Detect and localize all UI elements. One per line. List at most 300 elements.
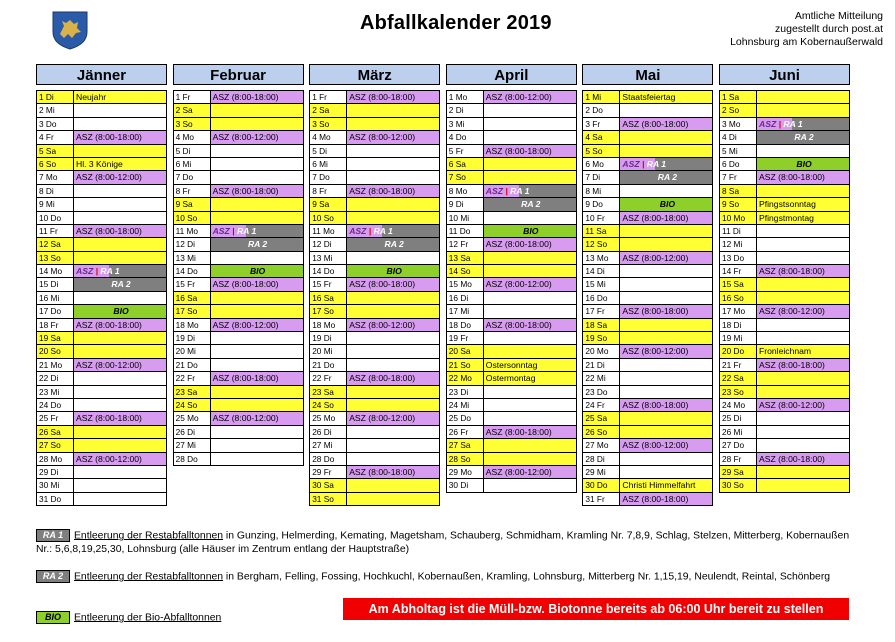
day-row xyxy=(447,278,576,291)
day-label: 6 Mi xyxy=(310,158,347,170)
day-label: 19 Di xyxy=(174,332,211,344)
day-label: 26 Sa xyxy=(37,426,74,438)
day-row xyxy=(583,412,712,425)
empty-event xyxy=(484,118,576,130)
day-row xyxy=(310,185,439,198)
day-row xyxy=(720,466,849,479)
day-row xyxy=(720,479,849,492)
day-label: 16 So xyxy=(720,292,757,304)
empty-event xyxy=(484,158,576,170)
bio-event: BIO xyxy=(484,225,576,237)
day-label: 15 Sa xyxy=(720,278,757,290)
bio-event: BIO xyxy=(757,158,849,170)
empty-event xyxy=(620,292,712,304)
asz-event: ASZ (8:00-12:00) xyxy=(211,319,303,331)
day-list xyxy=(446,90,577,493)
day-label: 31 Fr xyxy=(583,493,620,505)
asz-event: ASZ (8:00-18:00) xyxy=(211,91,303,103)
empty-event xyxy=(620,278,712,290)
empty-event xyxy=(347,198,439,210)
day-row xyxy=(447,399,576,412)
day-label: 5 Sa xyxy=(37,145,74,157)
day-row xyxy=(37,252,166,265)
day-label: 12 Fr xyxy=(447,238,484,250)
asz-part: ASZ xyxy=(759,118,777,129)
separator: | xyxy=(778,118,781,129)
day-label: 10 Do xyxy=(37,212,74,224)
day-label: 11 Sa xyxy=(583,225,620,237)
day-label: 14 Di xyxy=(583,265,620,277)
day-row xyxy=(310,439,439,452)
day-row xyxy=(720,145,849,158)
day-label: 21 Do xyxy=(310,359,347,371)
empty-event xyxy=(347,345,439,357)
day-label: 7 Do xyxy=(174,171,211,183)
empty-event xyxy=(347,212,439,224)
day-label: 4 Sa xyxy=(583,131,620,143)
empty-event xyxy=(74,198,166,210)
legend-ra1-text: in Gunzing, Helmerding, Kemating, Magetsham, Schauberg, Schmidham, Kramling Nr. 7,8,9, Schlag, Stelzen, Mitterberg, Kobernaußen Nr.: 5,6,8,19,25,30, Lohnsburg (alle Häuser im Zentrum entlang der Hauptstraße) xyxy=(36,530,850,556)
empty-event xyxy=(347,359,439,371)
empty-event xyxy=(620,372,712,384)
day-row xyxy=(310,158,439,171)
day-row xyxy=(174,412,303,425)
empty-event xyxy=(211,345,303,357)
day-row xyxy=(37,198,166,211)
day-row xyxy=(720,319,849,332)
day-label: 25 Mo xyxy=(174,412,211,424)
day-label: 2 So xyxy=(720,104,757,116)
day-label: 22 Sa xyxy=(720,372,757,384)
asz-event: ASZ (8:00-12:00) xyxy=(211,131,303,143)
asz-event: ASZ (8:00-18:00) xyxy=(347,278,439,290)
day-row xyxy=(310,278,439,291)
month-column xyxy=(446,64,577,493)
empty-event xyxy=(74,238,166,250)
empty-event xyxy=(757,225,849,237)
asz-event: ASZ (8:00-18:00) xyxy=(620,212,712,224)
day-label: 7 Di xyxy=(583,171,620,183)
day-row xyxy=(310,238,439,251)
bio-badge: BIO xyxy=(36,611,70,624)
day-label: 1 Mi xyxy=(583,91,620,103)
day-row xyxy=(174,145,303,158)
day-label: 1 Fr xyxy=(174,91,211,103)
ra1-part: RA 1 xyxy=(100,266,120,277)
day-label: 11 Fr xyxy=(37,225,74,237)
day-row xyxy=(37,359,166,372)
day-label: 30 Sa xyxy=(310,479,347,491)
holiday-label: Pfingstsonntag xyxy=(757,198,849,210)
empty-event xyxy=(757,386,849,398)
asz-event: ASZ (8:00-12:00) xyxy=(74,171,166,183)
empty-event xyxy=(757,252,849,264)
day-label: 4 Mo xyxy=(174,131,211,143)
day-row xyxy=(447,426,576,439)
day-label: 8 Di xyxy=(37,185,74,197)
day-row xyxy=(447,145,576,158)
day-label: 12 So xyxy=(583,238,620,250)
day-label: 21 Di xyxy=(583,359,620,371)
bio-event: BIO xyxy=(347,265,439,277)
day-label: 4 Do xyxy=(447,131,484,143)
day-label: 24 Mo xyxy=(720,399,757,411)
day-row xyxy=(583,493,712,506)
day-label: 27 Sa xyxy=(447,439,484,451)
day-row xyxy=(37,145,166,158)
day-list xyxy=(173,90,304,466)
day-label: 18 Fr xyxy=(37,319,74,331)
empty-event xyxy=(620,131,712,143)
empty-event xyxy=(211,292,303,304)
day-row xyxy=(310,171,439,184)
empty-event xyxy=(757,319,849,331)
day-label: 11 Mo xyxy=(310,225,347,237)
day-label: 5 Di xyxy=(310,145,347,157)
day-label: 20 Mi xyxy=(174,345,211,357)
day-label: 29 Mo xyxy=(447,466,484,478)
empty-event xyxy=(484,292,576,304)
empty-event xyxy=(74,212,166,224)
asz-event: ASZ (8:00-12:00) xyxy=(74,453,166,465)
asz-event: ASZ (8:00-18:00) xyxy=(484,238,576,250)
day-row xyxy=(310,198,439,211)
empty-event xyxy=(74,439,166,451)
day-row xyxy=(447,439,576,452)
day-label: 26 Mi xyxy=(720,426,757,438)
day-row xyxy=(583,158,712,171)
day-label: 27 Mo xyxy=(583,439,620,451)
separator: | xyxy=(368,225,372,236)
day-label: 27 Do xyxy=(720,439,757,451)
day-label: 4 Di xyxy=(720,131,757,143)
day-label: 12 Mi xyxy=(720,238,757,250)
empty-event xyxy=(347,118,439,130)
day-label: 8 Fr xyxy=(310,185,347,197)
day-label: 3 Fr xyxy=(583,118,620,130)
day-label: 5 So xyxy=(583,145,620,157)
empty-event xyxy=(484,212,576,224)
day-label: 6 Mi xyxy=(174,158,211,170)
day-label: 9 Do xyxy=(583,198,620,210)
day-row xyxy=(447,212,576,225)
empty-event xyxy=(211,439,303,451)
day-label: 16 Sa xyxy=(174,292,211,304)
empty-event xyxy=(484,252,576,264)
day-row xyxy=(720,225,849,238)
day-label: 14 So xyxy=(447,265,484,277)
day-label: 22 Di xyxy=(37,372,74,384)
asz-event: ASZ (8:00-18:00) xyxy=(347,372,439,384)
day-label: 8 Sa xyxy=(720,185,757,197)
day-label: 24 Do xyxy=(37,399,74,411)
day-label: 1 Di xyxy=(37,91,74,103)
day-row xyxy=(447,319,576,332)
day-label: 18 Do xyxy=(447,319,484,331)
day-row xyxy=(310,225,439,238)
day-row xyxy=(720,158,849,171)
day-row xyxy=(37,238,166,251)
day-row xyxy=(310,479,439,492)
day-row xyxy=(447,292,576,305)
day-row xyxy=(37,466,166,479)
day-label: 24 So xyxy=(310,399,347,411)
empty-event xyxy=(211,198,303,210)
day-label: 2 Sa xyxy=(310,104,347,116)
asz-event: ASZ (8:00-12:00) xyxy=(620,252,712,264)
empty-event xyxy=(347,252,439,264)
day-row xyxy=(720,131,849,144)
day-label: 22 Fr xyxy=(174,372,211,384)
day-label: 16 Mi xyxy=(37,292,74,304)
day-row xyxy=(310,453,439,466)
empty-event xyxy=(620,359,712,371)
empty-event xyxy=(74,399,166,411)
day-row xyxy=(447,171,576,184)
holiday-label: Fronleichnam xyxy=(757,345,849,357)
empty-event xyxy=(757,426,849,438)
day-label: 31 Do xyxy=(37,493,74,505)
day-row xyxy=(174,319,303,332)
day-row xyxy=(310,493,439,506)
day-label: 15 Mo xyxy=(447,278,484,290)
day-label: 19 Mi xyxy=(720,332,757,344)
day-label: 10 Mi xyxy=(447,212,484,224)
asz-ra1-event xyxy=(620,158,712,170)
legend-bio xyxy=(36,611,221,625)
empty-event xyxy=(74,386,166,398)
holiday-label: Neujahr xyxy=(74,91,166,103)
ra1-part: RA 1 xyxy=(510,185,530,196)
empty-event xyxy=(347,439,439,451)
day-row xyxy=(447,453,576,466)
day-row xyxy=(447,466,576,479)
notice-line: Lohnsburg am Kobernaußerwald xyxy=(730,36,883,48)
empty-event xyxy=(620,104,712,116)
day-row xyxy=(583,332,712,345)
day-row xyxy=(37,493,166,506)
empty-event xyxy=(74,466,166,478)
day-label: 17 Mo xyxy=(720,305,757,317)
day-label: 5 Fr xyxy=(447,145,484,157)
day-row xyxy=(310,466,439,479)
asz-event: ASZ (8:00-18:00) xyxy=(74,131,166,143)
month-column xyxy=(582,64,713,506)
day-label: 14 Do xyxy=(310,265,347,277)
day-label: 23 Di xyxy=(447,386,484,398)
legend-ra1 xyxy=(36,529,856,557)
legend-ra2 xyxy=(36,570,856,584)
day-label: 18 Di xyxy=(720,319,757,331)
empty-event xyxy=(347,292,439,304)
day-label: 11 Di xyxy=(720,225,757,237)
empty-event xyxy=(757,292,849,304)
day-row xyxy=(310,345,439,358)
day-row xyxy=(583,131,712,144)
day-label: 30 Di xyxy=(447,479,484,491)
empty-event xyxy=(484,131,576,143)
day-row xyxy=(174,158,303,171)
day-label: 28 Mo xyxy=(37,453,74,465)
holiday-label: Christi Himmelfahrt xyxy=(620,479,712,491)
day-label: 13 Do xyxy=(720,252,757,264)
asz-event: ASZ (8:00-18:00) xyxy=(757,453,849,465)
day-label: 9 Di xyxy=(447,198,484,210)
day-row xyxy=(37,372,166,385)
day-row xyxy=(583,238,712,251)
holiday-label: Hl. 3 Könige xyxy=(74,158,166,170)
day-row xyxy=(447,332,576,345)
notice-line: zugestellt durch post.at xyxy=(775,23,883,35)
day-row xyxy=(174,345,303,358)
day-row xyxy=(174,225,303,238)
day-label: 30 Mi xyxy=(37,479,74,491)
day-label: 21 So xyxy=(447,359,484,371)
day-row xyxy=(583,198,712,211)
day-label: 13 Sa xyxy=(447,252,484,264)
day-label: 13 Mo xyxy=(583,252,620,264)
month-column xyxy=(309,64,440,506)
day-row xyxy=(310,399,439,412)
empty-event xyxy=(620,453,712,465)
day-row xyxy=(37,104,166,117)
day-label: 8 Mi xyxy=(583,185,620,197)
day-label: 28 Do xyxy=(310,453,347,465)
day-label: 10 So xyxy=(174,212,211,224)
empty-event xyxy=(74,145,166,157)
day-row xyxy=(174,171,303,184)
day-row xyxy=(583,265,712,278)
day-label: 23 Mi xyxy=(37,386,74,398)
asz-event: ASZ (8:00-18:00) xyxy=(620,493,712,505)
separator: | xyxy=(641,158,645,169)
day-row xyxy=(37,386,166,399)
day-label: 4 Fr xyxy=(37,131,74,143)
day-label: 5 Mi xyxy=(720,145,757,157)
empty-event xyxy=(757,278,849,290)
day-row xyxy=(720,265,849,278)
asz-event: ASZ (8:00-12:00) xyxy=(757,399,849,411)
day-label: 23 Sa xyxy=(310,386,347,398)
day-label: 9 Sa xyxy=(174,198,211,210)
day-label: 28 Di xyxy=(583,453,620,465)
empty-event xyxy=(484,171,576,183)
day-label: 10 Fr xyxy=(583,212,620,224)
day-row xyxy=(37,412,166,425)
asz-event: ASZ (8:00-12:00) xyxy=(620,345,712,357)
day-label: 16 Sa xyxy=(310,292,347,304)
day-label: 24 Mi xyxy=(447,399,484,411)
day-row xyxy=(720,453,849,466)
day-label: 28 So xyxy=(447,453,484,465)
day-label: 25 Mo xyxy=(310,412,347,424)
empty-event xyxy=(74,426,166,438)
day-label: 21 Fr xyxy=(720,359,757,371)
day-row xyxy=(174,265,303,278)
day-label: 17 Do xyxy=(37,305,74,317)
day-row xyxy=(447,238,576,251)
empty-event xyxy=(620,238,712,250)
day-label: 29 Di xyxy=(37,466,74,478)
asz-event: ASZ (8:00-18:00) xyxy=(620,118,712,130)
legend-bio-title: Entleerung der Bio-Abfalltonnen xyxy=(74,612,222,624)
month-column xyxy=(173,64,304,466)
day-label: 3 Do xyxy=(37,118,74,130)
holiday-label: Ostersonntag xyxy=(484,359,576,371)
day-row xyxy=(310,305,439,318)
day-label: 1 Mo xyxy=(447,91,484,103)
day-label: 31 So xyxy=(310,493,347,505)
empty-event xyxy=(211,453,303,465)
day-row xyxy=(447,118,576,131)
empty-event xyxy=(757,104,849,116)
empty-event xyxy=(74,252,166,264)
day-row xyxy=(310,319,439,332)
month-header: März xyxy=(309,64,440,85)
empty-event xyxy=(211,118,303,130)
day-row xyxy=(37,131,166,144)
day-row xyxy=(720,292,849,305)
day-row xyxy=(174,399,303,412)
day-label: 3 Mo xyxy=(720,118,757,130)
empty-event xyxy=(211,252,303,264)
day-label: 29 Fr xyxy=(310,466,347,478)
day-label: 15 Fr xyxy=(174,278,211,290)
day-row xyxy=(447,91,576,104)
empty-event xyxy=(484,439,576,451)
day-label: 15 Fr xyxy=(310,278,347,290)
day-label: 22 Fr xyxy=(310,372,347,384)
day-label: 25 Sa xyxy=(583,412,620,424)
asz-event: ASZ (8:00-12:00) xyxy=(74,359,166,371)
day-row xyxy=(583,278,712,291)
empty-event xyxy=(757,145,849,157)
day-row xyxy=(310,118,439,131)
empty-event xyxy=(347,171,439,183)
empty-event xyxy=(757,185,849,197)
empty-event xyxy=(74,493,166,505)
empty-event xyxy=(347,305,439,317)
empty-event xyxy=(620,466,712,478)
legend-ra2-title: Entleerung der Restabfalltonnen xyxy=(74,571,224,583)
day-label: 20 Do xyxy=(720,345,757,357)
day-row xyxy=(720,305,849,318)
day-label: 7 Mo xyxy=(37,171,74,183)
day-row xyxy=(310,292,439,305)
day-row xyxy=(447,359,576,372)
asz-event: ASZ (8:00-12:00) xyxy=(347,319,439,331)
day-row xyxy=(447,104,576,117)
ra2-event: RA 2 xyxy=(620,171,712,183)
asz-event: ASZ (8:00-18:00) xyxy=(757,171,849,183)
day-label: 19 Sa xyxy=(37,332,74,344)
asz-event: ASZ (8:00-18:00) xyxy=(484,426,576,438)
asz-event: ASZ (8:00-12:00) xyxy=(347,131,439,143)
bio-event: BIO xyxy=(211,265,303,277)
day-label: 24 So xyxy=(174,399,211,411)
day-row xyxy=(174,426,303,439)
day-label: 10 So xyxy=(310,212,347,224)
day-row xyxy=(310,131,439,144)
day-label: 30 Do xyxy=(583,479,620,491)
empty-event xyxy=(211,399,303,411)
empty-event xyxy=(347,479,439,491)
day-row xyxy=(447,305,576,318)
asz-part: ASZ xyxy=(212,225,230,236)
asz-ra1-event xyxy=(757,118,849,130)
day-row xyxy=(447,412,576,425)
day-label: 14 Mo xyxy=(37,265,74,277)
